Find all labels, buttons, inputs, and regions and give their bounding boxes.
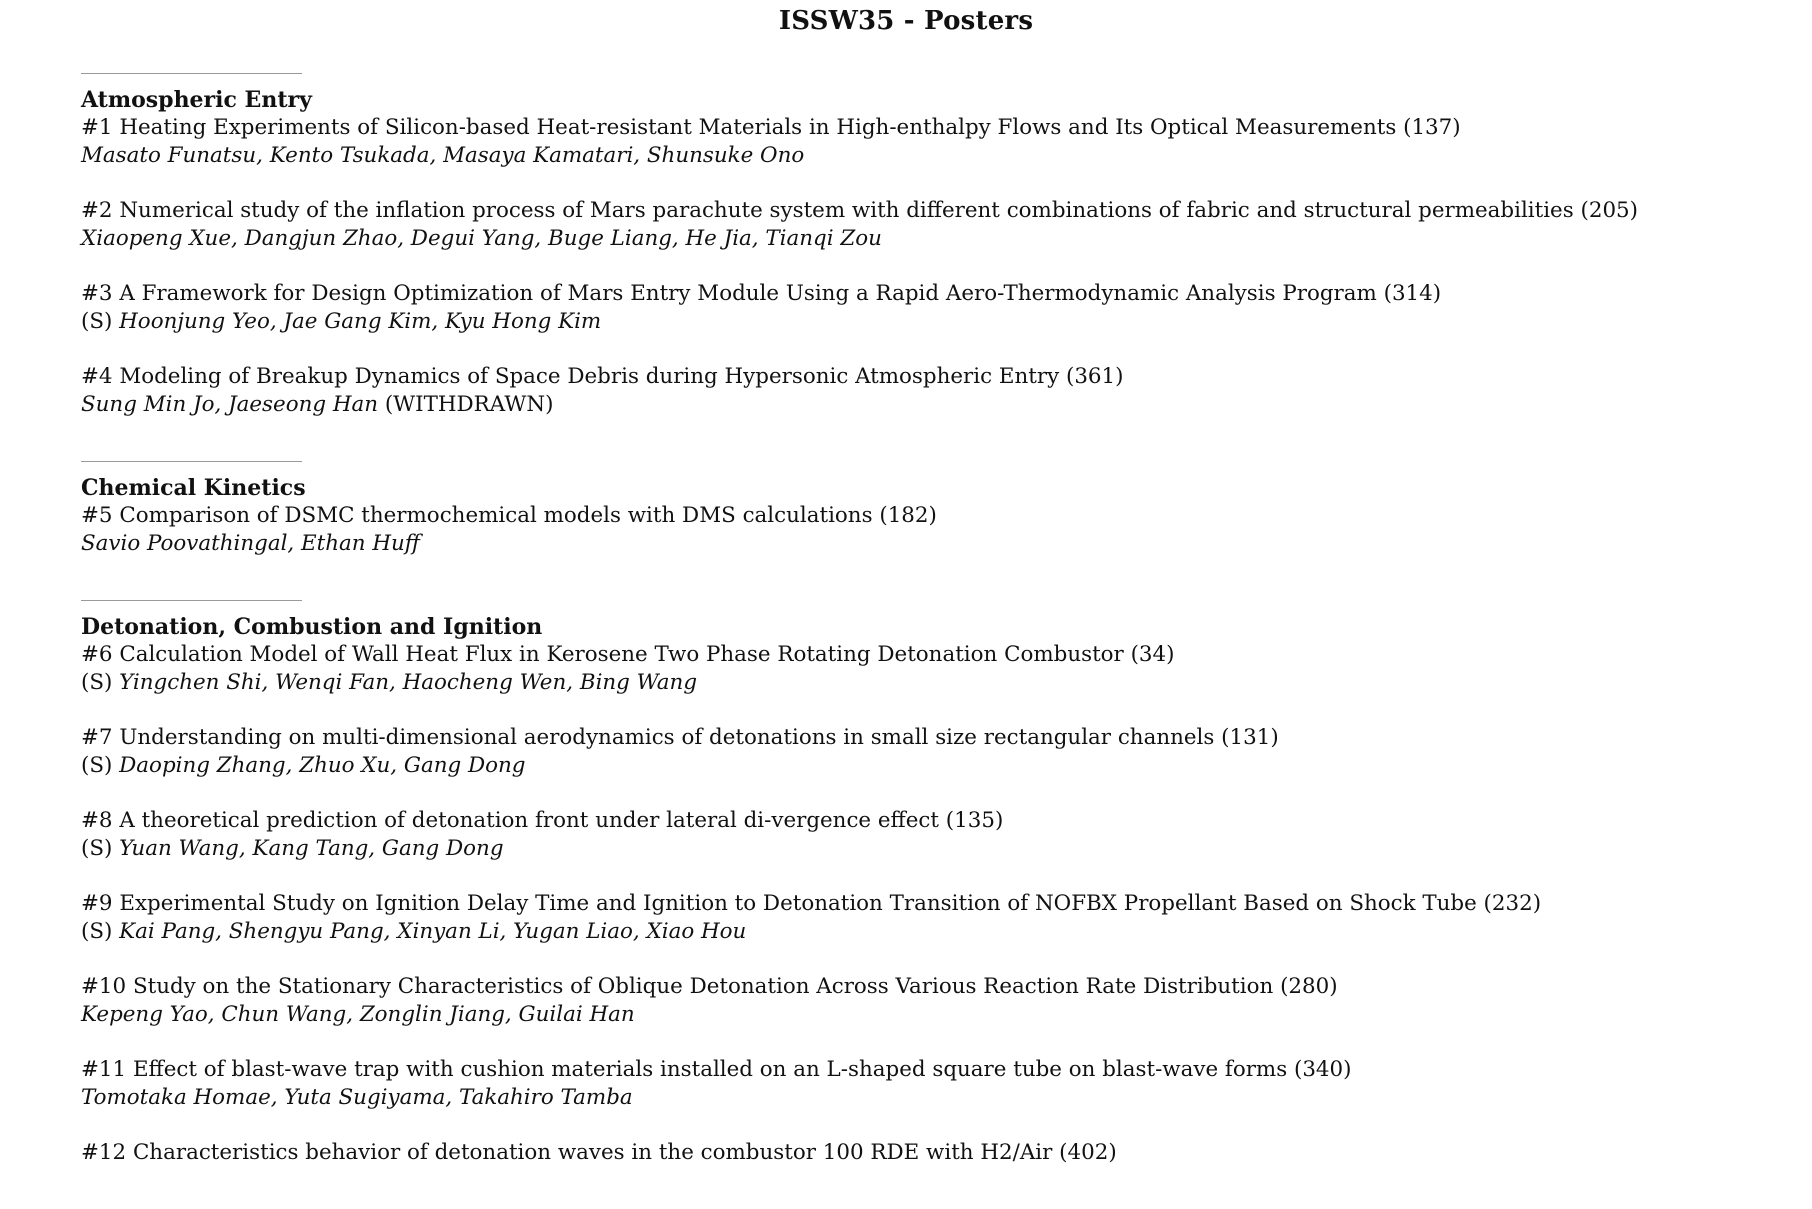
section-divider — [81, 73, 302, 74]
poster-authors-line — [81, 530, 1781, 558]
student-flag: (S) — [81, 836, 120, 861]
page-title: ISSW35 - Posters — [778, 6, 1034, 36]
poster-authors-line — [81, 835, 1781, 863]
poster-entry — [81, 641, 1781, 697]
poster-authors-line — [81, 391, 1781, 419]
poster-authors: Savio Poovathingal, Ethan Huff — [81, 531, 420, 556]
poster-authors: Tomotaka Homae, Yuta Sugiyama, Takahiro Tamba — [81, 1085, 633, 1110]
poster-entry — [81, 724, 1781, 780]
poster-authors: Masato Funatsu, Kento Tsukada, Masaya Kamatari, Shunsuke Ono — [81, 143, 805, 168]
poster-authors: Kai Pang, Shengyu Pang, Xinyan Li, Yugan Liao, Xiao Hou — [119, 919, 747, 944]
poster-authors-line — [81, 918, 1781, 946]
section-chemical-kinetics — [81, 461, 1781, 558]
section-divider — [81, 600, 302, 601]
poster-entry — [81, 807, 1781, 863]
section-title: Chemical Kinetics — [81, 475, 306, 501]
poster-authors-line — [81, 1001, 1781, 1029]
section-atmospheric-entry — [81, 73, 1781, 419]
poster-title: #1 Heating Experiments of Silicon-based Heat-resistant Materials in High-enthalpy Flows and Its Optical Measurements (137) — [81, 115, 1461, 140]
poster-authors: Daoping Zhang, Zhuo Xu, Gang Dong — [119, 753, 526, 778]
poster-entry — [81, 502, 1781, 558]
poster-list — [81, 73, 1781, 1209]
section-detonation-combustion-ignition — [81, 600, 1781, 1167]
poster-title: #10 Study on the Stationary Characteristics of Oblique Detonation Across Various Reaction Rate Distribution (280) — [81, 974, 1338, 999]
poster-title: #8 A theoretical prediction of detonation front under lateral di-vergence effect (135) — [81, 808, 1004, 833]
poster-entry — [81, 1056, 1781, 1112]
poster-entry — [81, 197, 1781, 253]
poster-title: #2 Numerical study of the inflation process of Mars parachute system with different combinations of fabric and structural permeabilities (205) — [81, 198, 1639, 223]
poster-authors-line — [81, 142, 1781, 170]
poster-title: #6 Calculation Model of Wall Heat Flux in Kerosene Two Phase Rotating Detonation Combustor (34) — [81, 642, 1175, 667]
poster-title: #12 Characteristics behavior of detonation waves in the combustor 100 RDE with H2/Air (402) — [81, 1140, 1117, 1165]
poster-authors-line — [81, 1084, 1781, 1112]
section-divider — [81, 461, 302, 462]
student-flag: (S) — [81, 670, 120, 695]
poster-status: (WITHDRAWN) — [378, 392, 554, 417]
poster-title: #11 Effect of blast-wave trap with cushion materials installed on an L-shaped square tube on blast-wave forms (340) — [81, 1057, 1352, 1082]
poster-authors: Hoonjung Yeo, Jae Gang Kim, Kyu Hong Kim — [119, 309, 602, 334]
poster-title: #7 Understanding on multi-dimensional aerodynamics of detonations in small size rectangular channels (131) — [81, 725, 1279, 750]
poster-entry — [81, 363, 1781, 419]
poster-authors: Yingchen Shi, Wenqi Fan, Haocheng Wen, Bing Wang — [119, 670, 698, 695]
poster-authors-line — [81, 752, 1781, 780]
poster-title: #5 Comparison of DSMC thermochemical models with DMS calculations (182) — [81, 503, 937, 528]
poster-authors: Kepeng Yao, Chun Wang, Zonglin Jiang, Guilai Han — [81, 1002, 635, 1027]
poster-entry — [81, 973, 1781, 1029]
poster-authors-line — [81, 225, 1781, 253]
section-title: Detonation, Combustion and Ignition — [81, 614, 543, 640]
poster-entry — [81, 114, 1781, 170]
poster-authors: Yuan Wang, Kang Tang, Gang Dong — [119, 836, 504, 861]
poster-entry — [81, 280, 1781, 336]
poster-authors-line — [81, 669, 1781, 697]
section-title: Atmospheric Entry — [81, 87, 312, 113]
poster-title: #4 Modeling of Breakup Dynamics of Space Debris during Hypersonic Atmospheric Entry (361) — [81, 364, 1124, 389]
poster-title: #3 A Framework for Design Optimization of Mars Entry Module Using a Rapid Aero-Thermodynamic Analysis Program (314) — [81, 281, 1442, 306]
student-flag: (S) — [81, 309, 120, 334]
poster-authors: Xiaopeng Xue, Dangjun Zhao, Degui Yang, Buge Liang, He Jia, Tianqi Zou — [81, 226, 882, 251]
poster-title: #9 Experimental Study on Ignition Delay Time and Ignition to Detonation Transition of NOFBX Propellant Based on Shock Tube (232) — [81, 891, 1542, 916]
student-flag: (S) — [81, 753, 120, 778]
poster-authors-line — [81, 308, 1781, 336]
poster-entry — [81, 890, 1781, 946]
poster-entry — [81, 1139, 1781, 1167]
poster-authors: Sung Min Jo, Jaeseong Han — [81, 392, 379, 417]
student-flag: (S) — [81, 919, 120, 944]
